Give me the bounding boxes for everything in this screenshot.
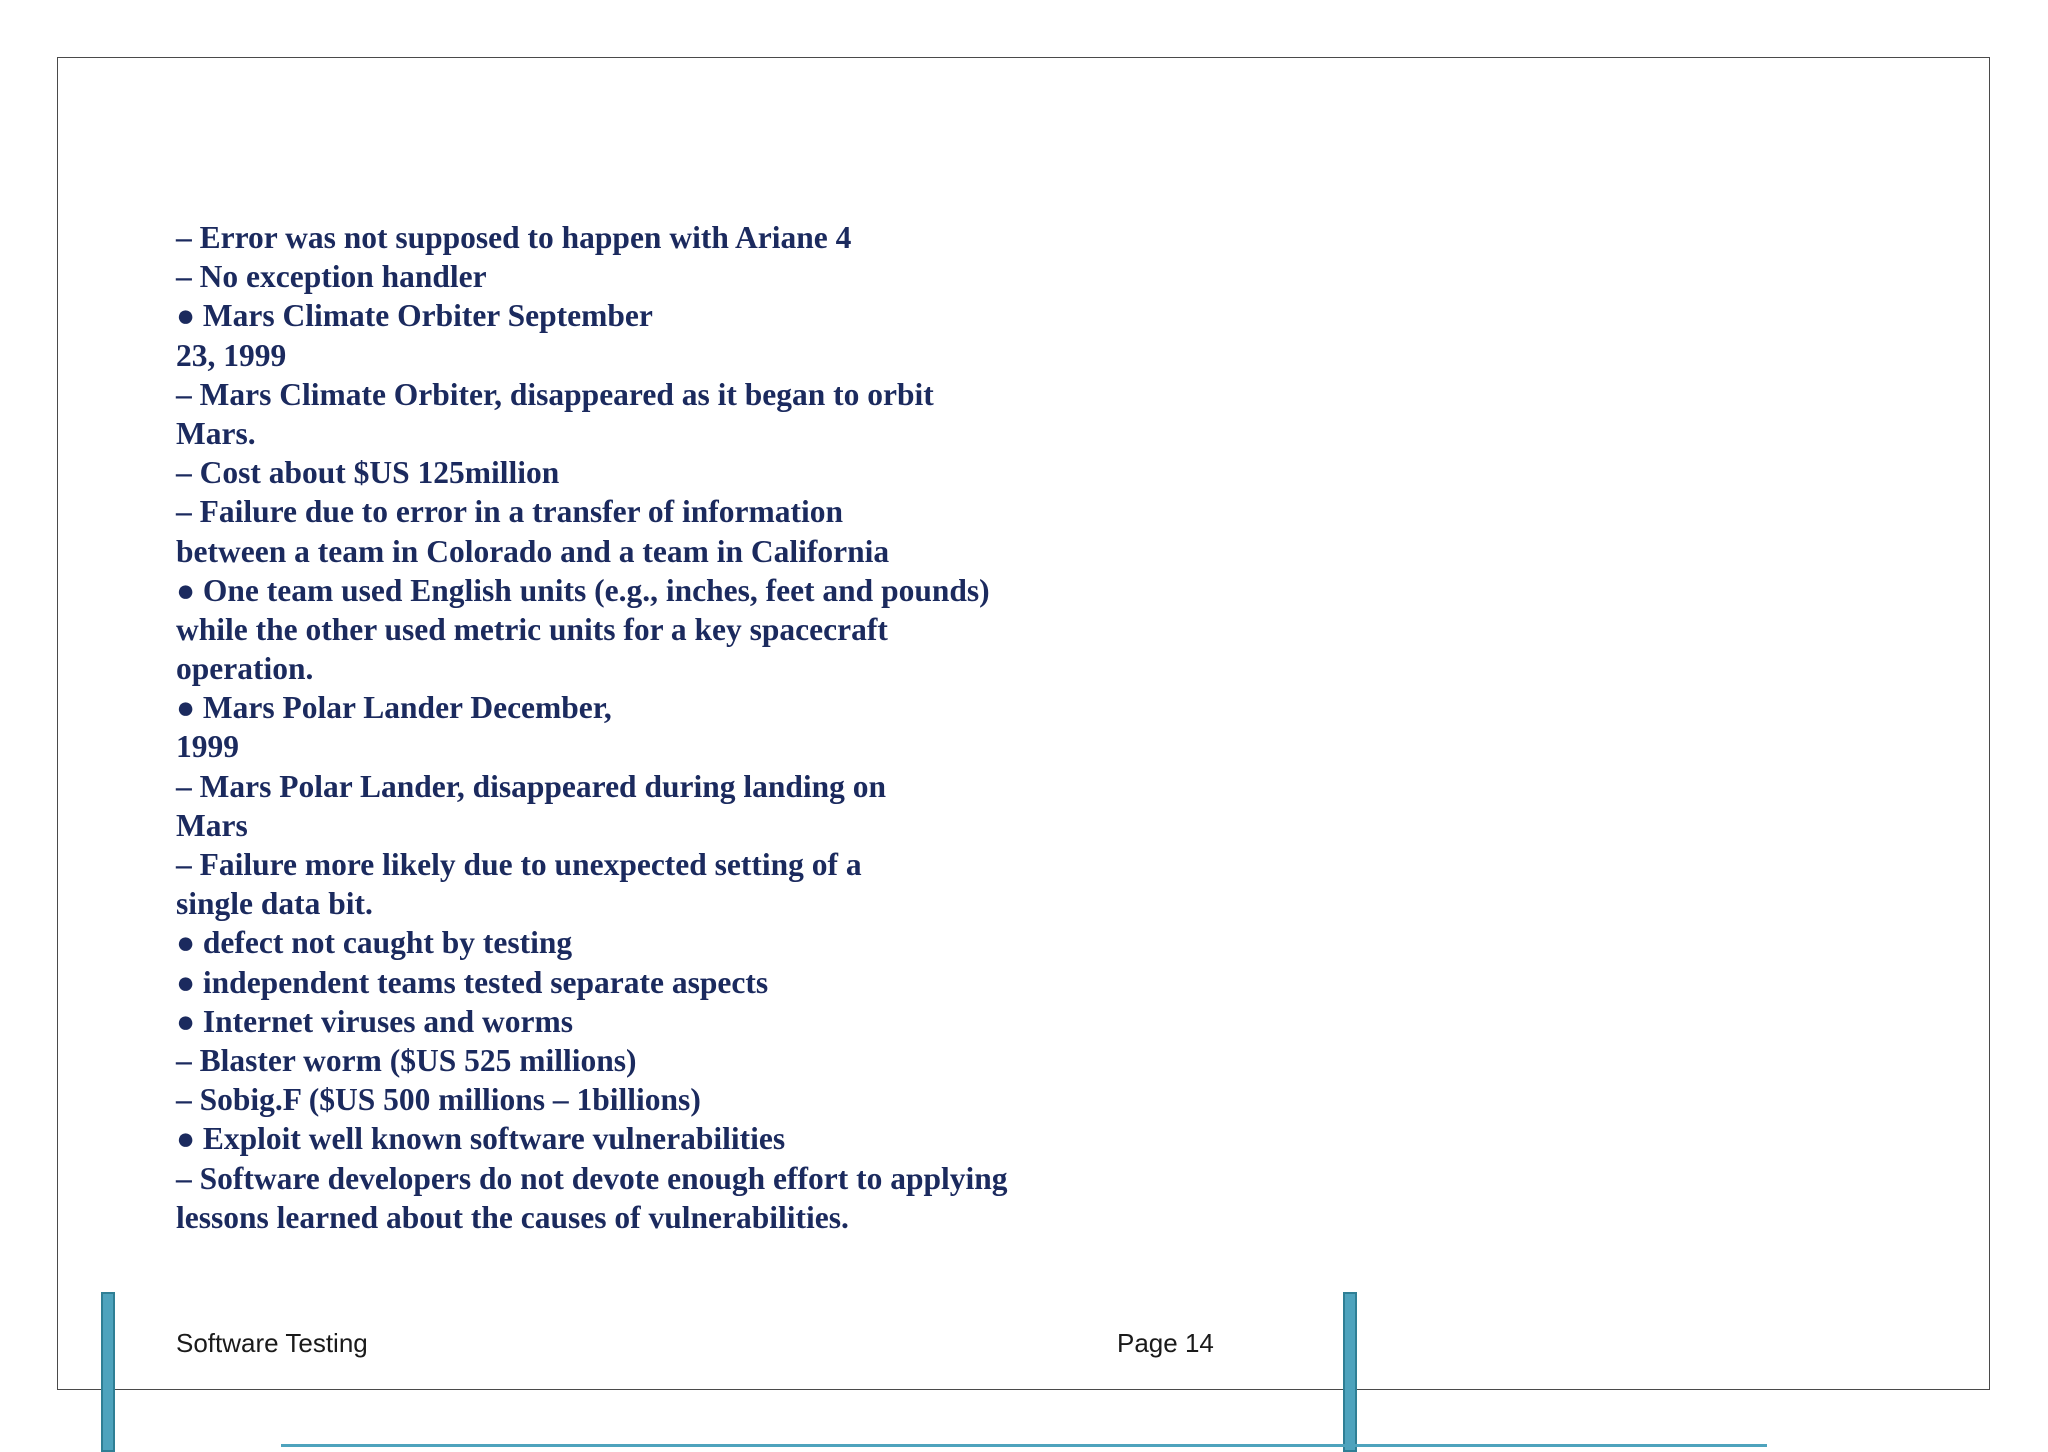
text-line: – Software developers do not devote enough effort to applying	[176, 1160, 1008, 1196]
footer-accent-bar-right	[1343, 1292, 1357, 1452]
footer-title: Software Testing	[176, 1328, 368, 1358]
text-line: operation.	[176, 651, 314, 687]
text-line: ● Mars Polar Lander December,	[176, 690, 612, 726]
text-line: Mars	[176, 807, 248, 843]
text-line: lessons learned about the causes of vulnerabilities.	[176, 1199, 849, 1235]
text-line: ● defect not caught by testing	[176, 925, 573, 961]
footer-page-number: Page 14	[1117, 1328, 1214, 1358]
text-line: ● independent teams tested separate aspects	[176, 964, 769, 1000]
page-body	[176, 218, 1176, 1237]
text-line: – Failure due to error in a transfer of information	[176, 494, 843, 530]
text-line: while the other used metric units for a key spacecraft	[176, 611, 888, 647]
text-line: 23, 1999	[176, 337, 287, 373]
text-line: – Failure more likely due to unexpected setting of a	[176, 847, 862, 882]
text-line: – Error was not supposed to happen with Ariane 4	[176, 220, 852, 255]
text-line: – Mars Polar Lander, disappeared during landing on	[176, 768, 887, 804]
text-line: 1999	[176, 729, 239, 765]
text-line: – Sobig.F ($US 500 millions – 1billions)	[176, 1082, 701, 1118]
text-line: ● Internet viruses and worms	[176, 1003, 574, 1039]
text-line: single data bit.	[176, 886, 373, 922]
text-line: – Blaster worm ($US 525 millions)	[176, 1042, 637, 1078]
footer-accent-bar-left	[101, 1292, 115, 1452]
text-line: – Mars Climate Orbiter, disappeared as it began to orbit	[176, 376, 934, 412]
text-line: ● Exploit well known software vulnerabilities	[176, 1121, 786, 1157]
text-line: – Cost about $US 125million	[176, 455, 560, 491]
text-line: between a team in Colorado and a team in California	[176, 533, 890, 569]
text-line: – No exception handler	[176, 259, 487, 295]
text-line: Mars.	[176, 415, 256, 451]
text-line: ● Mars Climate Orbiter September	[176, 298, 653, 334]
text-line: ● One team used English units (e.g., inches, feet and pounds)	[176, 572, 990, 608]
